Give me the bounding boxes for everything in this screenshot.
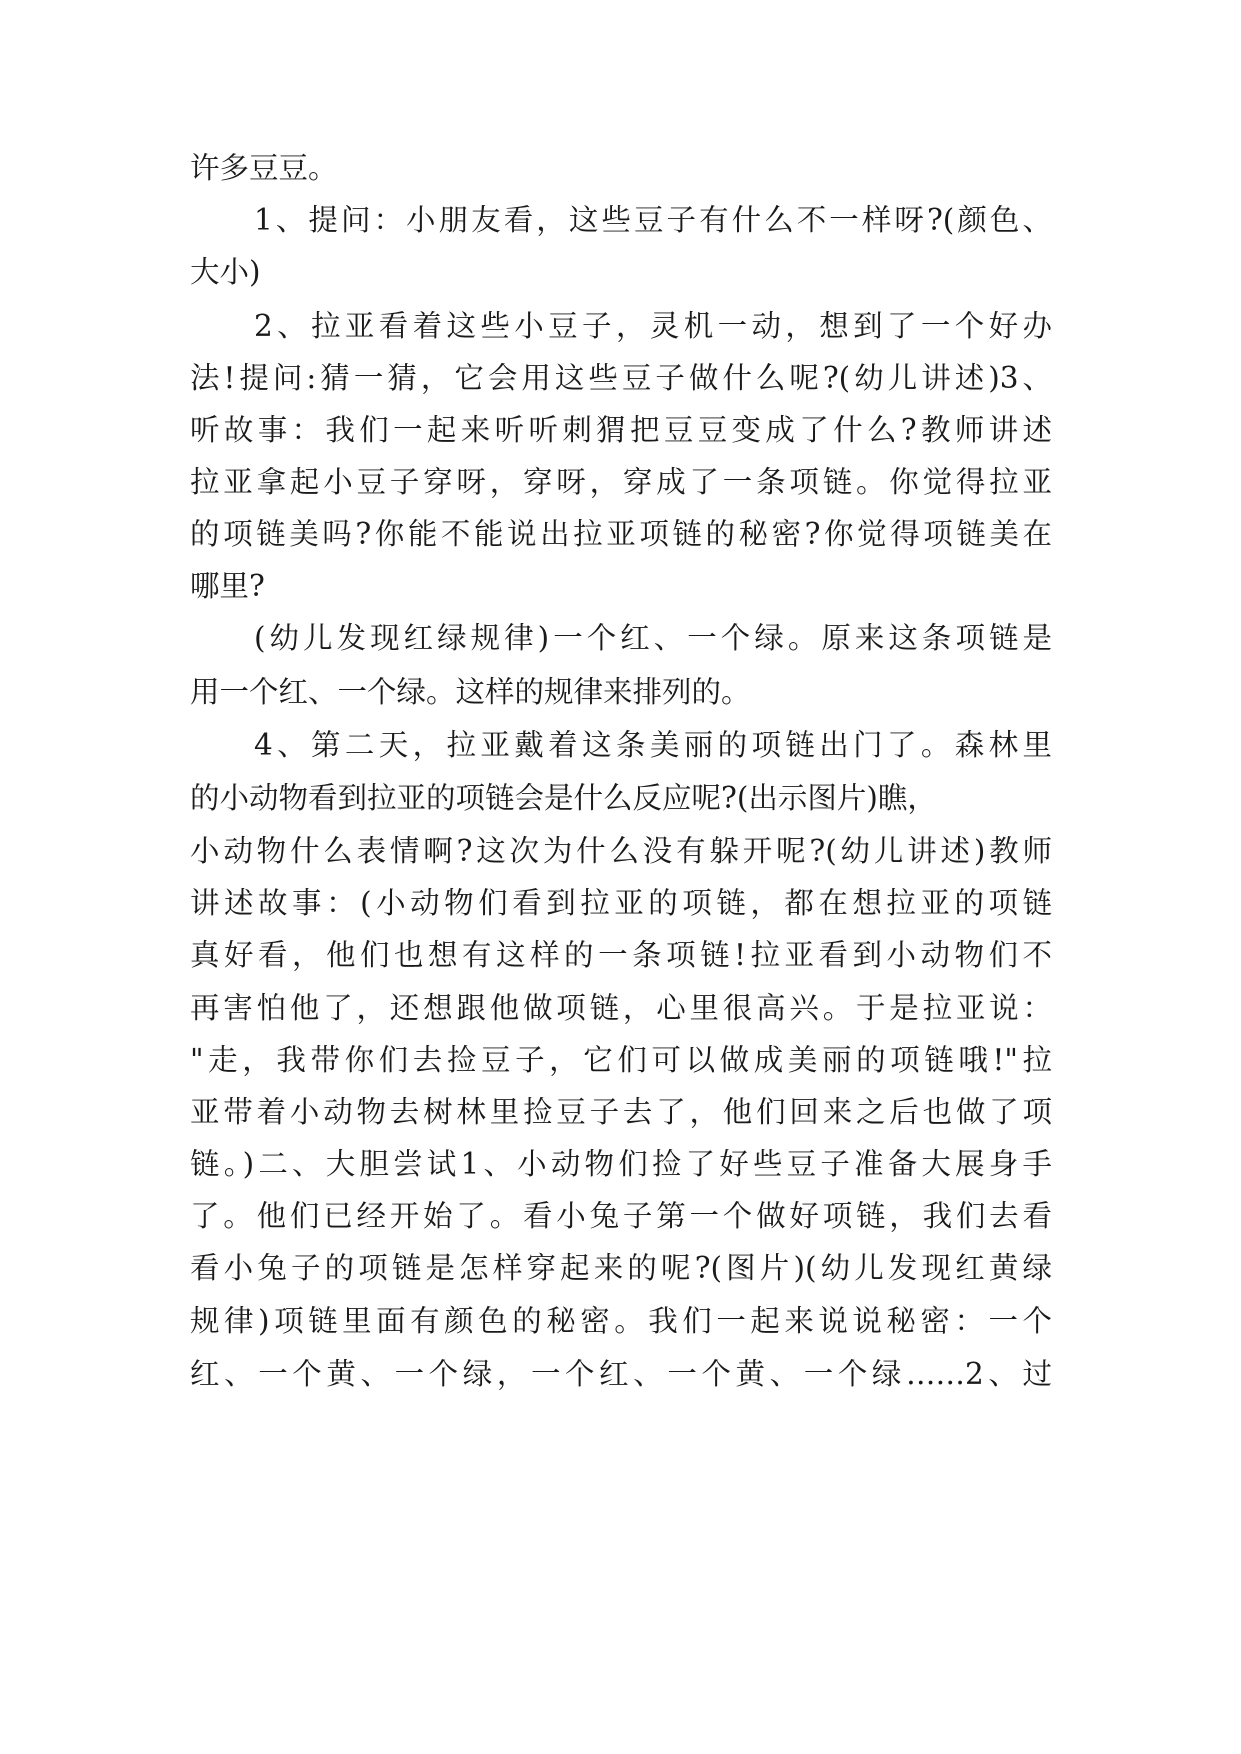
text-line: 真好看，他们也想有这样的一条项链!拉亚看到小动物们不 <box>190 938 1052 972</box>
text-line: 的小动物看到拉亚的项链会是什么反应呢?(出示图片)瞧， <box>190 781 937 815</box>
text-line: (幼儿发现红绿规律)一个红、一个绿。原来这条项链是 <box>254 621 1052 655</box>
text-line: 了。他们已经开始了。看小兔子第一个做好项链，我们去看 <box>190 1199 1052 1233</box>
text-line: 拉亚拿起小豆子穿呀，穿呀，穿成了一条项链。你觉得拉亚 <box>190 465 1052 499</box>
text-line: 讲述故事：(小动物们看到拉亚的项链，都在想拉亚的项链 <box>190 886 1052 920</box>
text-line: 再害怕他了，还想跟他做项链，心里很高兴。于是拉亚说： <box>190 991 1052 1025</box>
text-line: 链。)二、大胆尝试1、小动物们捡了好些豆子准备大展身手 <box>190 1147 1052 1181</box>
text-line: 法!提问:猜一猜，它会用这些豆子做什么呢?(幼儿讲述)3、 <box>190 361 1052 395</box>
text-line: 1、提问：小朋友看，这些豆子有什么不一样呀?(颜色、 <box>254 203 1052 237</box>
text-line: 小动物什么表情啊?这次为什么没有躲开呢?(幼儿讲述)教师 <box>190 834 1052 868</box>
text-line: 大小) <box>190 255 261 289</box>
text-line: 的项链美吗?你能不能说出拉亚项链的秘密?你觉得项链美在 <box>190 517 1052 551</box>
text-line: 亚带着小动物去树林里捡豆子去了，他们回来之后也做了项 <box>190 1095 1052 1129</box>
text-line: "走，我带你们去捡豆子，它们可以做成美丽的项链哦!"拉 <box>190 1043 1052 1077</box>
text-line: 红、一个黄、一个绿，一个红、一个黄、一个绿……2、过 <box>190 1357 1052 1391</box>
text-line: 许多豆豆。 <box>190 151 338 185</box>
text-line: 用一个红、一个绿。这样的规律来排列的。 <box>190 675 751 709</box>
text-line: 听故事：我们一起来听听刺猬把豆豆变成了什么?教师讲述 <box>190 413 1052 447</box>
text-line: 4、第二天，拉亚戴着这条美丽的项链出门了。森林里 <box>254 728 1052 762</box>
text-line: 哪里? <box>190 569 265 603</box>
text-line: 看小兔子的项链是怎样穿起来的呢?(图片)(幼儿发现红黄绿 <box>190 1251 1052 1285</box>
text-line: 2、拉亚看着这些小豆子，灵机一动，想到了一个好办 <box>254 309 1052 343</box>
text-line: 规律)项链里面有颜色的秘密。我们一起来说说秘密：一个 <box>190 1304 1052 1338</box>
